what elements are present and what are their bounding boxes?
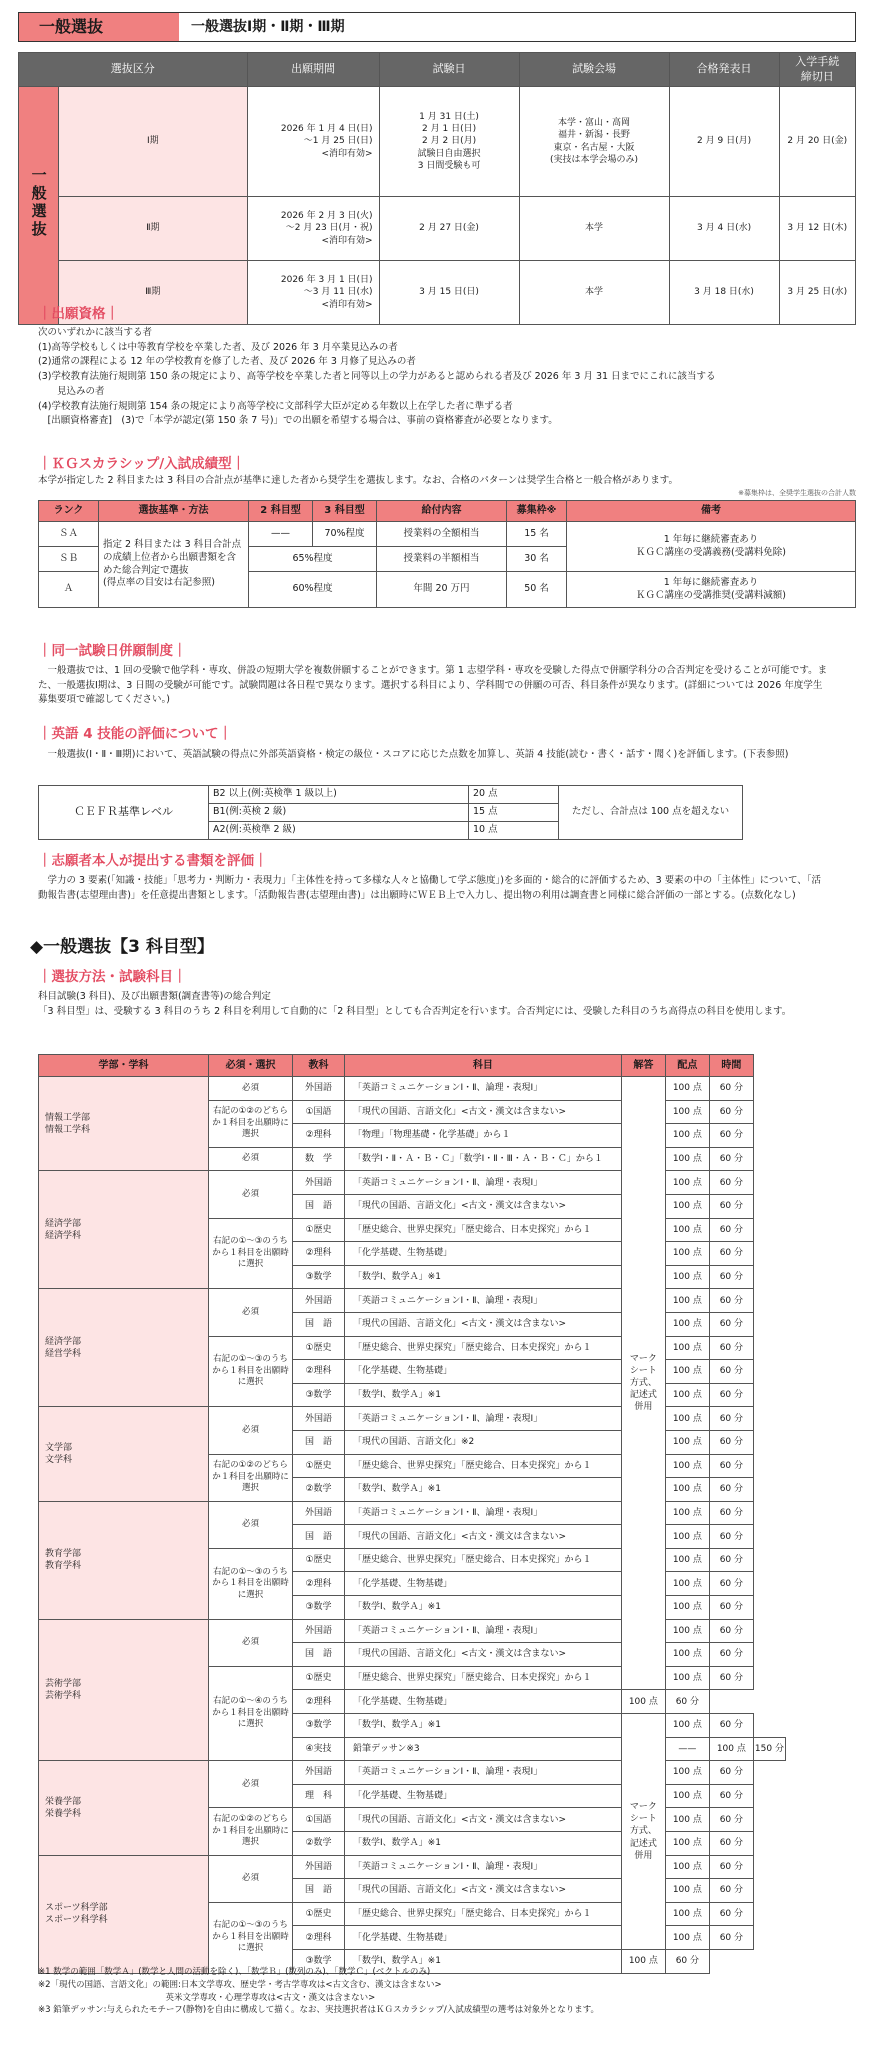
subject-area-cell: ③数学 [293, 1383, 345, 1407]
subject-cell: 「化学基礎、生物基礎」 [345, 1360, 622, 1384]
kg-title: ｜ ＫＧスカラシップ/入試成績型 ｜ [38, 455, 245, 473]
time-cell: 60 分 [709, 1902, 753, 1926]
subject-cell: 「英語コミュニケーションⅠ・Ⅱ、論理・表現Ⅰ」 [345, 1619, 622, 1643]
requirement-cell: 右記の①〜③のうちから１科目を出願時に選択 [209, 1336, 293, 1407]
points-cell: 100 点 [665, 1572, 709, 1596]
time-cell: 60 分 [709, 1124, 753, 1148]
points-cell: 100 点 [665, 1265, 709, 1289]
table-row [39, 1619, 786, 1643]
subject-cell: 「英語コミュニケーションⅠ・Ⅱ、論理・表現Ⅰ」 [345, 1171, 622, 1195]
department-cell: スポーツ科学部 スポーツ科学科 [39, 1855, 209, 1973]
kg-desc: 本学が指定した 2 科目または 3 科目の合計点が基準に達した者から奨学生を選抜します。なお、合格のパターンは奨学生合格と一般合格があります。 [38, 475, 678, 486]
subject-cell: 「歴史総合、世界史探究」「歴史総合、日本史探究」から１ [345, 1454, 622, 1478]
time-cell: 60 分 [709, 1525, 753, 1549]
subject-area-cell: ①歴史 [293, 1548, 345, 1572]
points-cell: 100 点 [665, 1171, 709, 1195]
subject-area-cell: 外国語 [293, 1077, 345, 1101]
answer-cell: マーク シート 方式、 記述式 併用 [621, 1714, 665, 1950]
subject-cell: 「化学基礎、生物基礎」 [345, 1784, 622, 1808]
points-cell: 100 点 [665, 1242, 709, 1266]
subject-cell: 「歴史総合、世界史探究」「歴史総合、日本史探究」から１ [345, 1336, 622, 1360]
points-cell: 100 点 [665, 1360, 709, 1384]
requirement-cell: 必須 [209, 1171, 293, 1218]
department-cell: 情報工学部 情報工学科 [39, 1077, 209, 1171]
points-cell: 100 点 [665, 1525, 709, 1549]
subject-area-cell: ①国語 [293, 1808, 345, 1832]
time-cell: 60 分 [709, 1548, 753, 1572]
subject-area-cell: 理 科 [293, 1784, 345, 1808]
subjects-table: 学部・学科 必須・選択 教科 科目 解答 配点 時間 情報工学部 情報工学科 必須 外国語 「英語コミュニケーションⅠ・Ⅱ、論理・表現Ⅰ」 マーク シート 方式、 記述式 併用 100 点 60 分 右記の①②のどちらか１科目を出願時に選択 ①国語 「現代の国語、言語文化」<古文・漢文は含まない> 100 点 60 分 ②理科 「物理」「物理基礎・化学基礎」から１ 100 点 60 分 必須 数 学 「数学Ⅰ・Ⅱ・Ａ・Ｂ・Ｃ」「数学Ⅰ・Ⅱ・Ⅲ・Ａ・Ｂ・Ｃ」から１ 100 点 60 分 経済学部 経済学科 必須 外国語 「英語コミュニケーションⅠ・Ⅱ、論理・表現Ⅰ」 100 点 60 分 国 語 「現代の国語、言語文化」<古文・漢文は含まない> 100 点 60 分 右記の①〜③のうちから１科目を出願時に選択 ①歴史 「歴史総合、世界史探究」「歴史総合、日本史探究」から１ 100 点 60 分 ②理科 「化学基礎、生物基礎」 100 点 60 分 ③数学 「数学Ⅰ、数学Ａ」※1 100 点 60 分 経済学部 経営学科 必須 外国語 「英語コミュニケーションⅠ・Ⅱ、論理・表現Ⅰ」 100 点 60 分 国 語 「現代の国語、言語文化」<古文・漢文は含まない> 100 点 60 分 右記の①〜③のうちから１科目を出願時に選択 ①歴史 「歴史総合、世界史探究」「歴史総合、日本史探究」から１ 100 点 60 分 ②理科 「化学基礎、生物基礎」 100 点 60 分 ③数学 「数学Ⅰ、数学Ａ」※1 100 点 60 分 文学部 文学科 必須 外国語 「英語コミュニケーションⅠ・Ⅱ、論理・表現Ⅰ」 100 点 60 分 国 語 「現代の国語、言語文化」※2 100 点 60 分 右記の①②のどちらか１科目を出願時に選択 ①歴史 「歴史総合、世界史探究」「歴史総合、日本史探究」から１ 100 点 60 分 ②数学 「数学Ⅰ、数学Ａ」※1 100 点 60 分 教育学部 教育学科 必須 外国語 「英語コミュニケーションⅠ・Ⅱ、論理・表現Ⅰ」 100 点 60 分 国 語 「現代の国語、言語文化」<古文・漢文は含まない> 100 点 60 分 右記の①〜③のうちから１科目を出願時に選択 ①歴史 「歴史総合、世界史探究」「歴史総合、日本史探究」から１ 100 点 60 分 ②理科 「化学基礎、生物基礎」 100 点 60 分 ③数学 「数学Ⅰ、数学Ａ」※1 100 点 60 分 芸術学部 芸術学科 必須 外国語 「英語コミュニケーションⅠ・Ⅱ、論理・表現Ⅰ」 100 点 60 分 国 語 「現代の国語、言語文化」<古文・漢文は含まない> 100 点 60 分 右記の①〜④のうちから１科目を出願時に選択 ①歴史 「歴史総合、世界史探究」「歴史総合、日本史探究」から１ 100 点 60 分 ②理科 「化学基礎、生物基礎」 100 点 60 分 ③数学 「数学Ⅰ、数学Ａ」※1 マーク シート 方式、 記述式 併用 100 点 60 分 ④実技 鉛筆デッサン※3 —— 100 点 150 分 栄養学部 栄養学科 必須 外国語 「英語コミュニケーションⅠ・Ⅱ、論理・表現Ⅰ」 100 点 60 分 理 科 「化学基礎、生物基礎」 100 点 60 分 右記の①②のどちらか１科目を出願時に選択 ①国語 「現代の国語、言語文化」<古文・漢文は含まない> 100 点 60 分 ②数学 「数学Ⅰ、数学Ａ」※1 100 点 60 分 スポーツ科学部 スポーツ科学科 必須 外国語 「英語コミュニケーションⅠ・Ⅱ、論理・表現Ⅰ」 100 点 60 分 国 語 「現代の国語、言語文化」<古文・漢文は含まない> 100 点 60 分 右記の①〜③のうちから１科目を出願時に選択 ①歴史 「歴史総合、世界史探究」「歴史総合、日本史探究」から１ 100 点 60 分 ②理科 「化学基礎、生物基礎」 100 点 60 分 ③数学 「数学Ⅰ、数学Ａ」※1 100 点 60 分 [38, 1054, 786, 1974]
points-cell: 100 点 [665, 1312, 709, 1336]
subject-area-cell: 数 学 [293, 1147, 345, 1171]
subject-area-cell: 外国語 [293, 1289, 345, 1313]
subject-cell: 「数学Ⅰ、数学Ａ」※1 [345, 1596, 622, 1620]
subject-area-cell: ①歴史 [293, 1902, 345, 1926]
subject-area-cell: ①歴史 [293, 1454, 345, 1478]
time-cell: 60 分 [709, 1855, 753, 1879]
subject-area-cell: ①歴史 [293, 1666, 345, 1690]
three-title: ｜ 選抜方法・試験科目 ｜ [38, 968, 187, 986]
subject-area-cell: 国 語 [293, 1643, 345, 1667]
subject-cell: 「化学基礎、生物基礎」 [345, 1926, 622, 1950]
eng-title: ｜ 英語 4 技能の評価について ｜ [38, 725, 232, 743]
subject-area-cell: 国 語 [293, 1525, 345, 1549]
subject-area-cell: ②理科 [293, 1242, 345, 1266]
subject-area-cell: ①歴史 [293, 1218, 345, 1242]
subject-cell: 「歴史総合、世界史探究」「歴史総合、日本史探究」から１ [345, 1548, 622, 1572]
department-cell: 文学部 文学科 [39, 1407, 209, 1501]
subject-cell: 「現代の国語、言語文化」<古文・漢文は含まない> [345, 1100, 622, 1124]
requirement-cell: 右記の①〜③のうちから１科目を出願時に選択 [209, 1902, 293, 1973]
subject-cell: 「数学Ⅰ、数学Ａ」※1 [345, 1478, 622, 1502]
points-cell: 100 点 [665, 1714, 709, 1738]
answer-cell: マーク シート 方式、 記述式 併用 [621, 1077, 665, 1690]
subject-cell: 「化学基礎、生物基礎」 [345, 1242, 622, 1266]
points-cell: 100 点 [665, 1879, 709, 1903]
subject-cell: 「歴史総合、世界史探究」「歴史総合、日本史探究」から１ [345, 1218, 622, 1242]
subject-cell: 「数学Ⅰ、数学Ａ」※1 [345, 1383, 622, 1407]
time-cell: 60 分 [709, 1454, 753, 1478]
time-cell: 60 分 [709, 1100, 753, 1124]
time-cell: 60 分 [709, 1147, 753, 1171]
points-cell: 100 点 [665, 1407, 709, 1431]
subject-area-cell: 外国語 [293, 1407, 345, 1431]
time-cell: 150 分 [753, 1737, 785, 1761]
time-cell: 60 分 [709, 1761, 753, 1785]
subject-cell: 「現代の国語、言語文化」<古文・漢文は含まない> [345, 1525, 622, 1549]
subject-area-cell: 国 語 [293, 1194, 345, 1218]
points-cell: 100 点 [665, 1147, 709, 1171]
time-cell: 60 分 [709, 1312, 753, 1336]
requirement-cell: 必須 [209, 1619, 293, 1666]
time-cell: 60 分 [709, 1171, 753, 1195]
time-cell: 60 分 [709, 1784, 753, 1808]
time-cell: 60 分 [665, 1949, 709, 1973]
requirement-cell: 右記の①〜③のうちから１科目を出願時に選択 [209, 1548, 293, 1619]
time-cell: 60 分 [709, 1430, 753, 1454]
eng-text: 一般選抜(Ⅰ・Ⅱ・Ⅲ期)において、英語試験の得点に外部英語資格・検定の級位・スコアに応じた点数を加算し、英語 4 技能(読む・書く・話す・聞く)を評価します。(下表参照) [38, 749, 789, 760]
time-cell: 60 分 [709, 1596, 753, 1620]
cefr-table: ＣＥＦＲ基準レベル B2 以上(例:英検準 1 級以上) 20 点 ただし、合計点は 100 点を超えない B1(例:英検 2 級) 15 点 A2(例:英検準 2 級) 10 点 [38, 785, 743, 840]
requirement-cell: 右記の①②のどちらか１科目を出願時に選択 [209, 1454, 293, 1501]
subject-cell: 「英語コミュニケーションⅠ・Ⅱ、論理・表現Ⅰ」 [345, 1761, 622, 1785]
subject-area-cell: ②理科 [293, 1690, 345, 1714]
table-row [39, 1077, 786, 1101]
points-cell: 100 点 [665, 1596, 709, 1620]
subject-cell: 「現代の国語、言語文化」<古文・漢文は含まない> [345, 1194, 622, 1218]
qual-title: ｜ 出願資格 ｜ [38, 305, 119, 323]
subject-cell: 「数学Ⅰ、数学Ａ」※1 [345, 1265, 622, 1289]
time-cell: 60 分 [709, 1478, 753, 1502]
subject-cell: 「現代の国語、言語文化」<古文・漢文は含まない> [345, 1808, 622, 1832]
requirement-cell: 右記の①②のどちらか１科目を出願時に選択 [209, 1808, 293, 1855]
subject-area-cell: ③数学 [293, 1265, 345, 1289]
time-cell: 60 分 [709, 1926, 753, 1950]
subject-cell: 「現代の国語、言語文化」<古文・漢文は含まない> [345, 1879, 622, 1903]
time-cell: 60 分 [709, 1407, 753, 1431]
time-cell: 60 分 [709, 1077, 753, 1101]
department-cell: 経済学部 経営学科 [39, 1289, 209, 1407]
subject-area-cell: 国 語 [293, 1430, 345, 1454]
subject-area-cell: 国 語 [293, 1879, 345, 1903]
kg-note: ※募集枠は、全奨学生選抜の合計人数 [738, 489, 856, 497]
requirement-cell: 必須 [209, 1147, 293, 1171]
subject-cell: 「英語コミュニケーションⅠ・Ⅱ、論理・表現Ⅰ」 [345, 1407, 622, 1431]
points-cell: 100 点 [665, 1855, 709, 1879]
points-cell: 100 点 [665, 1478, 709, 1502]
department-cell: 芸術学部 芸術学科 [39, 1619, 209, 1761]
requirement-cell: 必須 [209, 1407, 293, 1454]
subject-cell: 「英語コミュニケーションⅠ・Ⅱ、論理・表現Ⅰ」 [345, 1289, 622, 1313]
subject-cell: 「現代の国語、言語文化」※2 [345, 1430, 622, 1454]
subject-cell: 「英語コミュニケーションⅠ・Ⅱ、論理・表現Ⅰ」 [345, 1501, 622, 1525]
time-cell: 60 分 [709, 1666, 753, 1690]
subject-cell: 「歴史総合、世界史探究」「歴史総合、日本史探究」から１ [345, 1902, 622, 1926]
time-cell: 60 分 [709, 1360, 753, 1384]
subject-area-cell: ①国語 [293, 1100, 345, 1124]
subject-area-cell: ③数学 [293, 1596, 345, 1620]
subject-cell: 「英語コミュニケーションⅠ・Ⅱ、論理・表現Ⅰ」 [345, 1855, 622, 1879]
table-row [39, 1761, 786, 1785]
points-cell: 100 点 [665, 1619, 709, 1643]
subject-cell: 「物理」「物理基礎・化学基礎」から１ [345, 1124, 622, 1148]
requirement-cell: 必須 [209, 1855, 293, 1902]
department-cell: 教育学部 教育学科 [39, 1501, 209, 1619]
same-text: 一般選抜では、1 回の受験で他学科・専攻、併設の短期大学を複数併願することができます。第 1 志望学科・専攻を受験した得点で併願学科分の合否判定を受けることが可能です。また、一般選抜Ⅰ期は、3 日間の受験が可能です。試験問題は各日程で異なります。選択する科目により、学科間での併願の可否、科目条件が異なります。(詳細については 2026 年度学生募集要項で確認してください。) [38, 665, 828, 706]
kg-table: ランク 選抜基準・方法 2 科目型 3 科目型 給付内容 募集枠※ 備考 ＳＡ 指定 2 科目または 3 科目合計点の成績上位者から出願書類を含めた総合判定で選抜 (得点率の目安は右記参照) —— 70%程度 授業料の全額相当 15 名 1 年毎に継続審査あり ＫＧＣ講座の受講義務(受講料免除) ＳＢ 65%程度 授業料の半額相当 30 名 Ａ 60%程度 年間 20 万円 50 名 1 年毎に継続審査あり ＫＧＣ講座の受講推奨(受講料減額) [38, 500, 856, 608]
points-cell: 100 点 [665, 1194, 709, 1218]
time-cell: 60 分 [709, 1194, 753, 1218]
subject-area-cell: ②数学 [293, 1478, 345, 1502]
points-cell: 100 点 [665, 1761, 709, 1785]
doc-title: ｜ 志願者本人が提出する書類を評価 ｜ [38, 852, 268, 870]
subject-cell: 「数学Ⅰ、数学Ａ」※1 [345, 1714, 622, 1738]
three-line2: 「3 科目型」は、受験する 3 科目のうち 2 科目を利用して自動的に「2 科目型」としても合否判定を行います。合否判定には、受験した科目のうち高得点の科目を使用します。 [38, 1006, 792, 1017]
section-header [18, 12, 856, 42]
footnotes: ※1 数学の範囲「数学Ａ」(数学と人間の活動を除く)、「数学Ｂ」(数列のみ)、「数学Ｃ」(ベクトルのみ) ※2「現代の国語、言語文化」の範囲:日本文学専攻、歴史学・考古学専攻は<古文含む、漢文は含まない> 英米文学専攻・心理学専攻は<古文・漢文は含まない> ※3 鉛筆デッサン:与えられたモチーフ(静物)を自由に構成して描く。なお、実技選択者はＫＧスカラシップ/入試成績型の選考は対象外となります。 [38, 1967, 600, 2016]
points-cell: 100 点 [709, 1737, 753, 1761]
requirement-cell: 必須 [209, 1289, 293, 1336]
points-cell: 100 点 [621, 1690, 665, 1714]
points-cell: 100 点 [665, 1808, 709, 1832]
requirement-cell: 右記の①〜③のうちから１科目を出願時に選択 [209, 1218, 293, 1289]
subject-area-cell: ③数学 [293, 1714, 345, 1738]
subject-area-cell: 外国語 [293, 1501, 345, 1525]
subject-area-cell: ①歴史 [293, 1336, 345, 1360]
points-cell: 100 点 [665, 1430, 709, 1454]
time-cell: 60 分 [709, 1289, 753, 1313]
points-cell: 100 点 [665, 1077, 709, 1101]
subject-area-cell: ②理科 [293, 1360, 345, 1384]
subject-cell: 「現代の国語、言語文化」<古文・漢文は含まない> [345, 1312, 622, 1336]
table-row [39, 1407, 786, 1431]
subject-area-cell: ③数学 [293, 1949, 345, 1973]
points-cell: 100 点 [665, 1124, 709, 1148]
points-cell: 100 点 [665, 1289, 709, 1313]
subject-cell: 「歴史総合、世界史探究」「歴史総合、日本史探究」から１ [345, 1666, 622, 1690]
points-cell: 100 点 [665, 1666, 709, 1690]
subject-cell: 「数学Ⅰ、数学Ａ」※1 [345, 1949, 622, 1973]
subject-cell: 「数学Ⅰ・Ⅱ・Ａ・Ｂ・Ｃ」「数学Ⅰ・Ⅱ・Ⅲ・Ａ・Ｂ・Ｃ」から１ [345, 1147, 622, 1171]
subject-cell: 「化学基礎、生物基礎」 [345, 1690, 622, 1714]
time-cell: 60 分 [665, 1690, 709, 1714]
points-cell: 100 点 [665, 1902, 709, 1926]
points-cell: 100 点 [665, 1454, 709, 1478]
time-cell: 60 分 [709, 1808, 753, 1832]
three-line1: 科目試験(3 科目)、及び出願書類(調査書等)の総合判定 [38, 991, 271, 1002]
department-cell: 栄養学部 栄養学科 [39, 1761, 209, 1855]
doc-text: 学力の 3 要素(「知識・技能」「思考力・判断力・表現力」「主体性を持って多様な人々と協働して学ぶ態度」)を多面的・総合的に評価するため、3 要素の中の「主体性」について、「活動報告書(志望理由書)」を任意提出書類とします。「活動報告書(志望理由書)」は出願時にＷＥＢ上で入力し、提出物の利用は調査書と同様に総合評価の一部とする。(点数化なし) [38, 875, 822, 901]
time-cell: 60 分 [709, 1714, 753, 1738]
points-cell: 100 点 [665, 1926, 709, 1950]
time-cell: 60 分 [709, 1501, 753, 1525]
answer-cell: —— [665, 1737, 709, 1761]
points-cell: 100 点 [665, 1548, 709, 1572]
points-cell: 100 点 [665, 1501, 709, 1525]
same-title: ｜ 同一試験日併願制度 ｜ [38, 642, 187, 660]
subject-area-cell: 外国語 [293, 1761, 345, 1785]
requirement-cell: 右記の①〜④のうちから１科目を出願時に選択 [209, 1666, 293, 1760]
subject-cell: 「英語コミュニケーションⅠ・Ⅱ、論理・表現Ⅰ」 [345, 1077, 622, 1101]
qual-text: 次のいずれかに該当する者 (1)高等学校もしくは中等教育学校を卒業した者、及び 2026 年 3 月卒業見込みの者 (2)通常の課程による 12 年の学校教育を修了した者、及び 2026 年 3 月修了見込みの者 (3)学校教育法施行規則第 150 条の規定により、高等学校を卒業した者と同等以上の学力があると認められる者及び 2026 年 3 月 31 日までにこれに該当する 見込みの者 (4)学校教育法施行規則第 154 条の規定により高等学校に文部科学大臣が定める年数以上在学した者に準ずる者 [出願資格審査] (3)で「本学が認定(第 150 条 7 号)」での出願を希望する場合は、事前の資格審査が必要となります。 [38, 327, 716, 427]
time-cell: 60 分 [709, 1242, 753, 1266]
points-cell: 100 点 [665, 1784, 709, 1808]
subject-area-cell: ②理科 [293, 1572, 345, 1596]
points-cell: 100 点 [665, 1218, 709, 1242]
subject-area-cell: ②数学 [293, 1832, 345, 1856]
department-cell: 経済学部 経済学科 [39, 1171, 209, 1289]
header-label: 一般選抜 [19, 13, 179, 41]
header-title: 一般選抜Ⅰ期・Ⅱ期・Ⅲ期 [191, 18, 345, 35]
table-row [39, 1289, 786, 1313]
time-cell: 60 分 [709, 1218, 753, 1242]
requirement-cell: 必須 [209, 1077, 293, 1101]
schedule-table: 選抜区分 出願期間 試験日 試験会場 合格発表日 入学手続 締切日 一般選抜 Ⅰ期 2026 年 1 月 4 日(日) 〜1 月 25 日(日) <消印有効> 1 月 31 日(土) 2 月 1 日(日) 2 月 2 日(月) 試験日自由選択 3 日間受験も可 本学・富山・高岡 福井・新潟・長野 東京・名古屋・大阪 (実技は本学会場のみ) 2 月 9 日(月) 2 月 20 日(金) Ⅱ期 2026 年 2 月 3 日(火) 〜2 月 23 日(月・祝) <消印有効> 2 月 27 日(金) 本学 3 月 4 日(水) 3 月 12 日(木) Ⅲ期 2026 年 3 月 1 日(日) 〜3 月 11 日(水) <消印有効> 3 月 15 日(日) 本学 3 月 18 日(水) 3 月 25 日(水) [18, 52, 856, 325]
subject-area-cell: 外国語 [293, 1171, 345, 1195]
subject-cell: 「化学基礎、生物基礎」 [345, 1572, 622, 1596]
time-cell: 60 分 [709, 1832, 753, 1856]
table-row [39, 1171, 786, 1195]
subject-area-cell: ④実技 [293, 1737, 345, 1761]
points-cell: 100 点 [665, 1832, 709, 1856]
requirement-cell: 必須 [209, 1761, 293, 1808]
time-cell: 60 分 [709, 1643, 753, 1667]
time-cell: 60 分 [709, 1619, 753, 1643]
requirement-cell: 必須 [209, 1501, 293, 1548]
points-cell: 100 点 [665, 1336, 709, 1360]
table-row [39, 1501, 786, 1525]
points-cell: 100 点 [621, 1949, 665, 1973]
subject-area-cell: 外国語 [293, 1855, 345, 1879]
time-cell: 60 分 [709, 1879, 753, 1903]
subject-area-cell: 国 語 [293, 1312, 345, 1336]
time-cell: 60 分 [709, 1572, 753, 1596]
subject-cell: 「数学Ⅰ、数学Ａ」※1 [345, 1832, 622, 1856]
time-cell: 60 分 [709, 1336, 753, 1360]
subject-area-cell: 外国語 [293, 1619, 345, 1643]
subject-cell: 「現代の国語、言語文化」<古文・漢文は含まない> [345, 1643, 622, 1667]
points-cell: 100 点 [665, 1383, 709, 1407]
subject-area-cell: ②理科 [293, 1926, 345, 1950]
table-row [39, 1855, 786, 1879]
requirement-cell: 右記の①②のどちらか１科目を出願時に選択 [209, 1100, 293, 1147]
time-cell: 60 分 [709, 1265, 753, 1289]
points-cell: 100 点 [665, 1100, 709, 1124]
subject-area-cell: ②理科 [293, 1124, 345, 1148]
time-cell: 60 分 [709, 1383, 753, 1407]
points-cell: 100 点 [665, 1643, 709, 1667]
subject-cell: 鉛筆デッサン※3 [345, 1737, 622, 1761]
three-heading: ◆一般選抜【3 科目型】 [30, 937, 214, 957]
